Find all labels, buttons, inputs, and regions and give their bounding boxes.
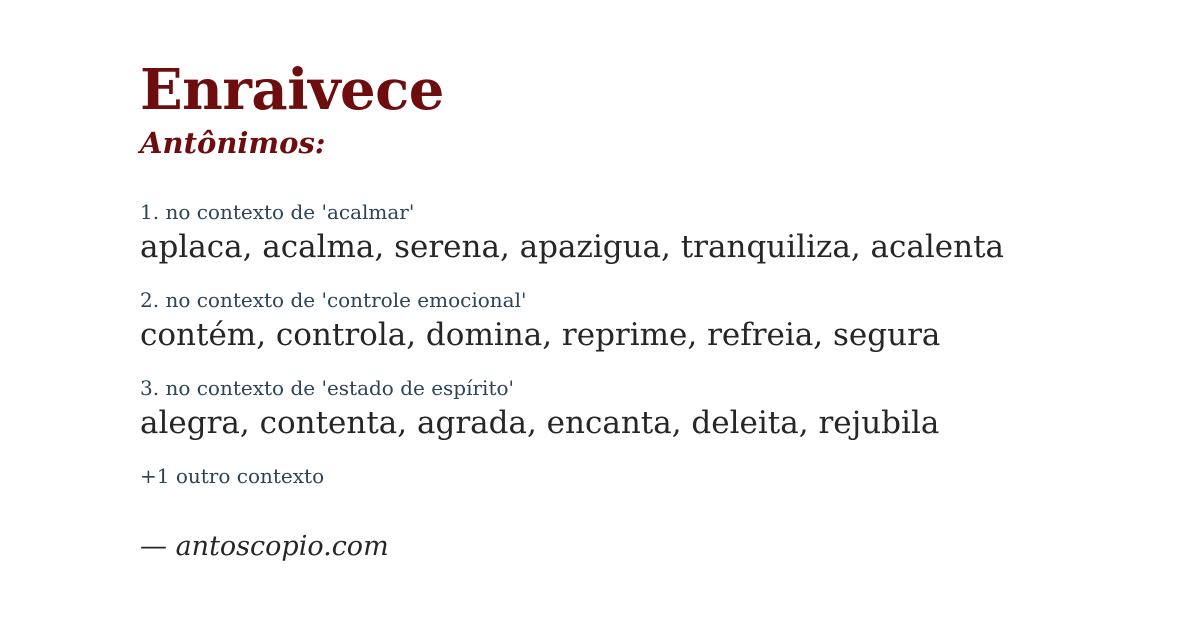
antonym-section-2 [140, 287, 1140, 355]
context-number-2: 2. [140, 288, 160, 313]
context-number-3: 3. [140, 376, 160, 401]
antonym-section-1 [140, 199, 1140, 267]
antonym-words-2: contém, controla, domina, reprime, refreia, segura [140, 317, 941, 354]
context-label-3 [140, 375, 1140, 401]
context-label-2 [140, 287, 1140, 313]
site-attribution: — antoscopio.com [140, 531, 389, 563]
more-contexts-link[interactable]: +1 outro contexto [140, 464, 325, 489]
context-text-3: no contexto de 'estado de espírito' [165, 376, 515, 401]
antonym-sections [140, 199, 1140, 489]
context-text-1: no contexto de 'acalmar' [165, 200, 415, 225]
context-text-2: no contexto de 'controle emocional' [165, 288, 527, 313]
antonym-words-1: aplaca, acalma, serena, apazigua, tranquiliza, acalenta [140, 229, 1005, 266]
context-number-1: 1. [140, 200, 160, 225]
antonym-section-3 [140, 375, 1140, 443]
antonyms-heading: Antônimos: [140, 126, 326, 161]
antonym-words-3: alegra, contenta, agrada, encanta, deleita, rejubila [140, 405, 940, 442]
context-label-1 [140, 199, 1140, 225]
word-title: Enraivece [140, 57, 444, 123]
